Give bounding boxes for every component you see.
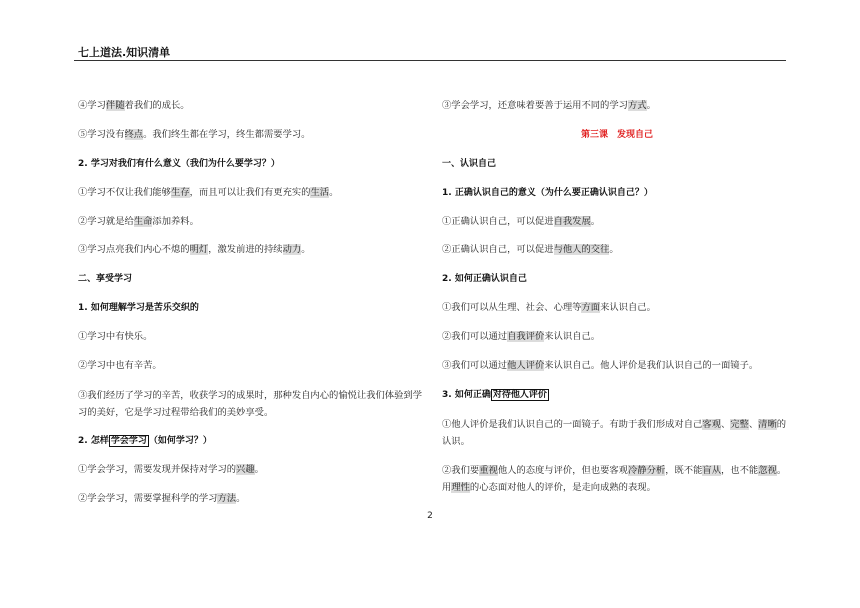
header-rule — [74, 60, 786, 61]
text-line: ①学习中有快乐。 — [78, 331, 153, 343]
text-line: ③学习点亮我们内心不熄的明灯，激发前进的持续动力。 — [78, 244, 311, 256]
text-line: ②学习中也有辛苦。 — [78, 360, 162, 372]
question-heading: 2. 学习对我们有什么意义（我们为什么要学习？） — [78, 158, 280, 169]
left-column — [78, 92, 430, 514]
text-line: ⑤学习没有终点。我们终生都在学习，终生都需要学习。 — [78, 128, 311, 140]
question-heading: 1. 正确认识自己的意义（为什么要正确认识自己？） — [442, 187, 653, 198]
text-line: ①正确认识自己，可以促进自我发展。 — [442, 215, 601, 227]
text-paragraph: ②我们要重视他人的态度与评价，但也要客观冷静分析，既不能盲从，也不能忽视。用理性的心态面对他人的评价，是走向成熟的表现。 — [442, 464, 787, 493]
question-heading: 3. 如何正确 对待他人评价 — [442, 389, 547, 400]
document-header-title: 七上道法.知识清单 — [78, 46, 171, 59]
section-heading: 二、享受学习 — [78, 274, 133, 285]
right-column — [442, 92, 792, 502]
text-line: ①学习不仅让我们能够生存，而且可以让我们有更充实的生活。 — [78, 186, 339, 198]
text-line: ③我们可以通过他人评价来认识自己。他人评价是我们认识自己的一面镜子。 — [442, 360, 759, 372]
lesson-title: 第三课 发现自己 — [580, 129, 653, 140]
text-line: ②学会学习，需要掌握科学的学习方法。 — [78, 492, 246, 504]
question-heading: 1. 如何理解学习是苦乐交织的 — [78, 303, 199, 314]
section-heading: 一、认识自己 — [442, 158, 497, 169]
text-line: ③学会学习，还意味着要善于运用不同的学习方式。 — [442, 100, 656, 111]
question-heading: 2. 怎样 学会学习 （如何学习？） — [78, 435, 212, 446]
text-paragraph: ①他人评价是我们认识自己的一面镜子。有助于我们形成对自己客观、完整、清晰的认识。 — [442, 418, 787, 447]
text-paragraph: ③我们经历了学习的辛苦，收获学习的成果时，那种发自内心的愉悦让我们体验到学习的美好，它是学习过程带给我们的美妙享受。 — [78, 389, 422, 418]
text-line: ②正确认识自己，可以促进与他人的交往。 — [442, 244, 619, 256]
text-line: ②学习就是给生命添加养料。 — [78, 215, 199, 227]
page-number: 2 — [427, 511, 433, 521]
text-line: ④学习伴随着我们的成长。 — [78, 100, 190, 111]
question-heading: 2. 如何正确认识自己 — [442, 274, 527, 285]
text-line: ①我们可以从生理、社会、心理等方面来认识自己。 — [442, 302, 656, 314]
text-line: ②我们可以通过自我评价来认识自己。 — [442, 331, 601, 343]
text-line: ①学会学习，需要发现并保持对学习的兴趣。 — [78, 463, 264, 475]
